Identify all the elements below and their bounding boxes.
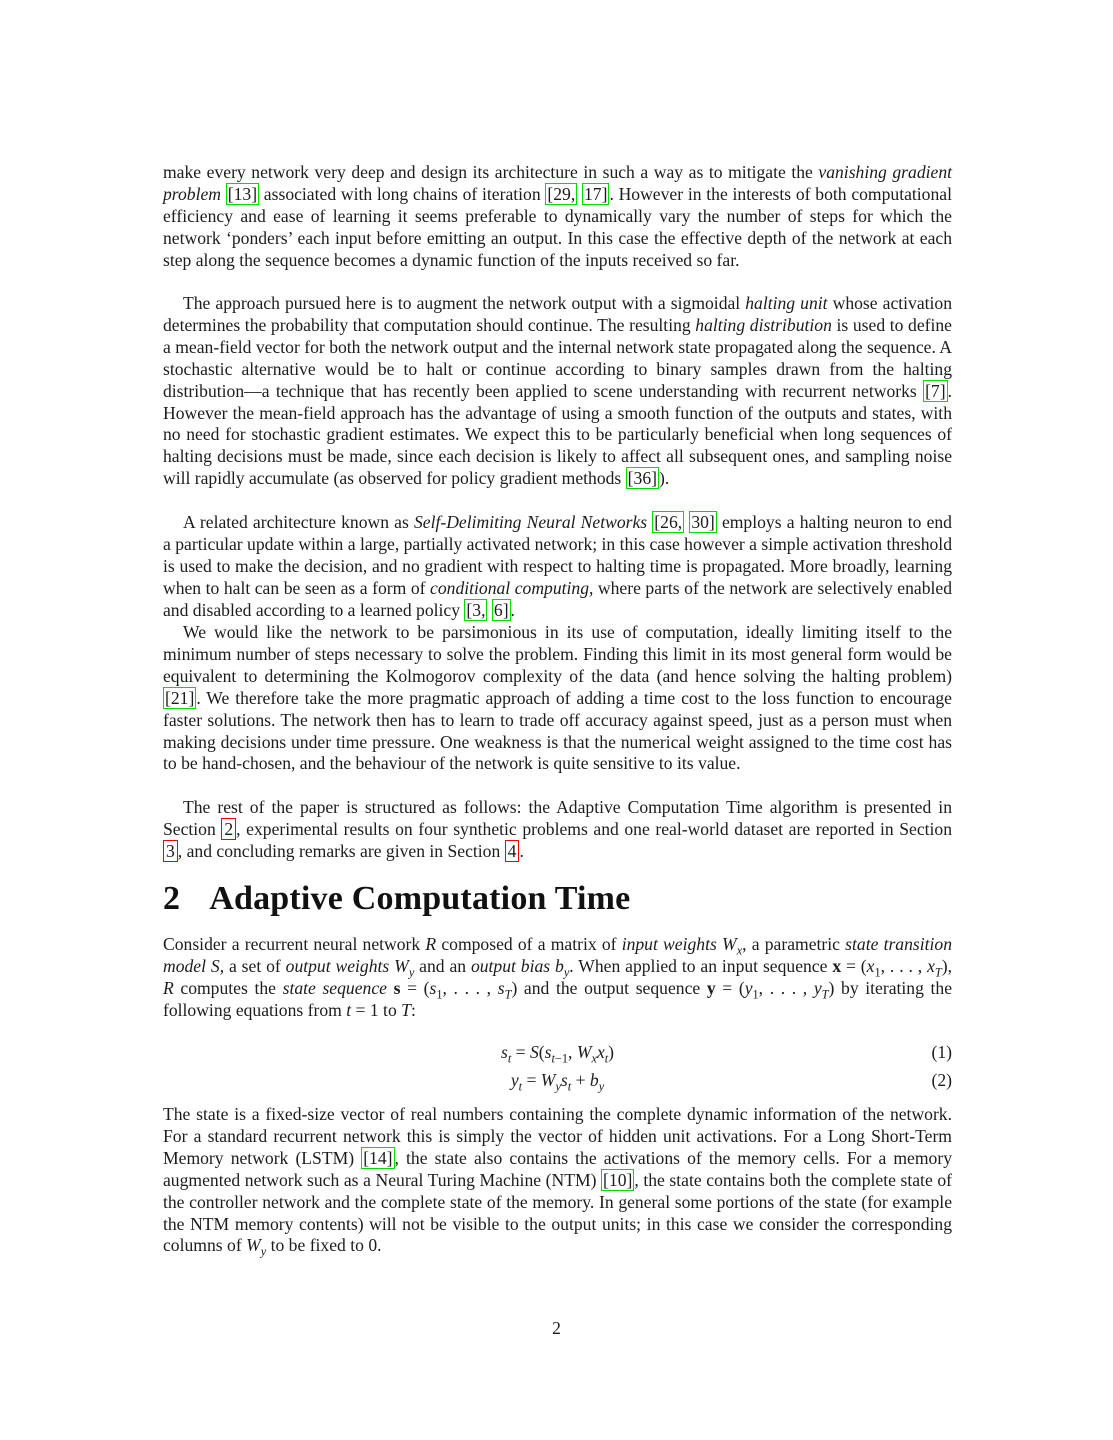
citation-link[interactable]: [14] <box>363 1147 393 1168</box>
citation-link[interactable]: 6] <box>493 599 509 620</box>
paragraph-continuation: make every network very deep and design its architecture in such a way as to mitigate the vanishing gradient problem [13] associated with long chains of iteration [29, 17] . However in the interests of both computational efficiency and ease of learning it seems preferable to dynamically vary the number of steps for which the network ‘ponders’ each input before emitting an output. In this case the effective depth of the network at each step along the sequence becomes a dynamic function of the inputs received so far. <box>163 162 953 270</box>
equation-2-number: (2) <box>931 1070 952 1090</box>
equation-1-body: $s_t = S(s_{t-1}$, $W_xx_t$) <box>500 1042 615 1066</box>
paragraph-approach: The approach pursued here is to augment the network output with a sigmoidal halting unit whose activation determines the probability that computation should continue. The resulting halting distribution is used to define a mean-field vector for both the network output and the internal network state propagated along the sequence. A stochastic alternative would be to halt or continue according to binary samples drawn from the halting distribution—a technique that has recently been applied to scene understanding with recurrent networks [7] . However the mean-field approach has the advantage of using a smooth function of the outputs and states, with no need for stochastic gradient estimates. We expect this to be particularly beneficial when long sequences of halting decisions must be made, since each decision is likely to affect all subsequent ones, and sampling noise will rapidly accumulate (as observed for policy gradient methods [36] ). <box>163 293 953 489</box>
paragraph-state-vector: The state is a fixed-size vector of real numbers containing the complete dynamic information of the network. For a standard recurrent network this is simply the vector of hidden unit activations. For a Long Short-Term Memory network (LSTM) [14] , the state also contains the activations of the memory cells. For a memory augmented network such as a Neural Turing Machine (NTM) [10] , the state contains both the complete state of the controller network and the complete state of the memory. In general some portions of the state (for example the NTM memory contents) will not be visible to the output units; in this case we consider the corresponding columns of $W_y$ to be fixed to 0. <box>163 1104 952 1259</box>
equations-block <box>163 1038 952 1094</box>
equation-2 <box>163 1066 952 1094</box>
citation-link[interactable]: [21] <box>165 687 195 708</box>
paragraph-consider-rnn: Consider a recurrent neural network R composed of a matrix of input weights $W_x$, a parametric state transition model S, a set of output weights $W_y$ and an output bias $b_y$. When applied to an input sequence $x = (x_1$, . . . , $x_T$), R computes the state sequence $s = (s_1$, . . . , $s_T$) and the output sequence $y = (y_1$, . . . , $y_T$) by iterating the following equations from t = 1 to T: <box>163 934 953 1020</box>
citation-link[interactable]: [13] <box>227 183 258 204</box>
section-ref-link[interactable]: 3 <box>163 840 178 862</box>
page-number: 2 <box>552 1318 561 1338</box>
citation-link[interactable]: [36] <box>627 468 657 489</box>
section-number: 2 <box>163 880 181 917</box>
citation-link[interactable]: 30] <box>691 512 715 532</box>
citation-link[interactable]: [29, <box>547 183 576 204</box>
citation-link[interactable]: [7] <box>925 380 946 401</box>
paragraph-related-architecture: A related architecture known as Self-Delimiting Neural Networks [26, 30] employs a halting neuron to end a particular update within a large, partially activated network; in this case however a simple activation threshold is used to make the decision, and no gradient with respect to halting time is propagated. More broadly, learning when to halt can be seen as a form of conditional computing, where parts of the network are selectively enabled and disabled according to a learned policy [3, 6] . <box>163 512 952 620</box>
equation-1 <box>163 1038 952 1066</box>
paragraph-paper-structure: The rest of the paper is structured as follows: the Adaptive Computation Time algorithm is presented in Section 2 , experimental results on four synthetic problems and one real-world dataset are reported in Section 3 , and concluding remarks are given in Section 4 . <box>163 797 953 861</box>
paragraph-parsimonious: We would like the network to be parsimonious in its use of computation, ideally limiting itself to the minimum number of steps necessary to solve the problem. Finding this limit in its most general form would be equivalent to determining the Kolmogorov complexity of the data (and hence solving the halting problem) [21] . We therefore take the more pragmatic approach of adding a time cost to the loss function to encourage faster solutions. The network then has to learn to trade off accuracy against speed, just as a person must when making decisions under time pressure. One weakness is that the numerical weight assigned to the time cost has to be hand-chosen, and the behaviour of the network is quite sensitive to its value. <box>163 622 952 774</box>
section-heading <box>163 880 630 918</box>
section-ref-link[interactable]: 4 <box>505 840 520 862</box>
citation-link[interactable]: [3, <box>466 599 486 620</box>
section-title: Adaptive Computation Time <box>209 880 631 917</box>
equation-1-number: (1) <box>931 1042 952 1062</box>
citation-link[interactable]: [10] <box>603 1169 633 1190</box>
equation-2-body: $y_t = W_ys_t + b_y$ <box>510 1070 605 1094</box>
citation-link[interactable]: 17] <box>584 183 608 204</box>
citation-link[interactable]: [26, <box>654 512 683 532</box>
section-ref-link[interactable]: 2 <box>221 818 236 840</box>
